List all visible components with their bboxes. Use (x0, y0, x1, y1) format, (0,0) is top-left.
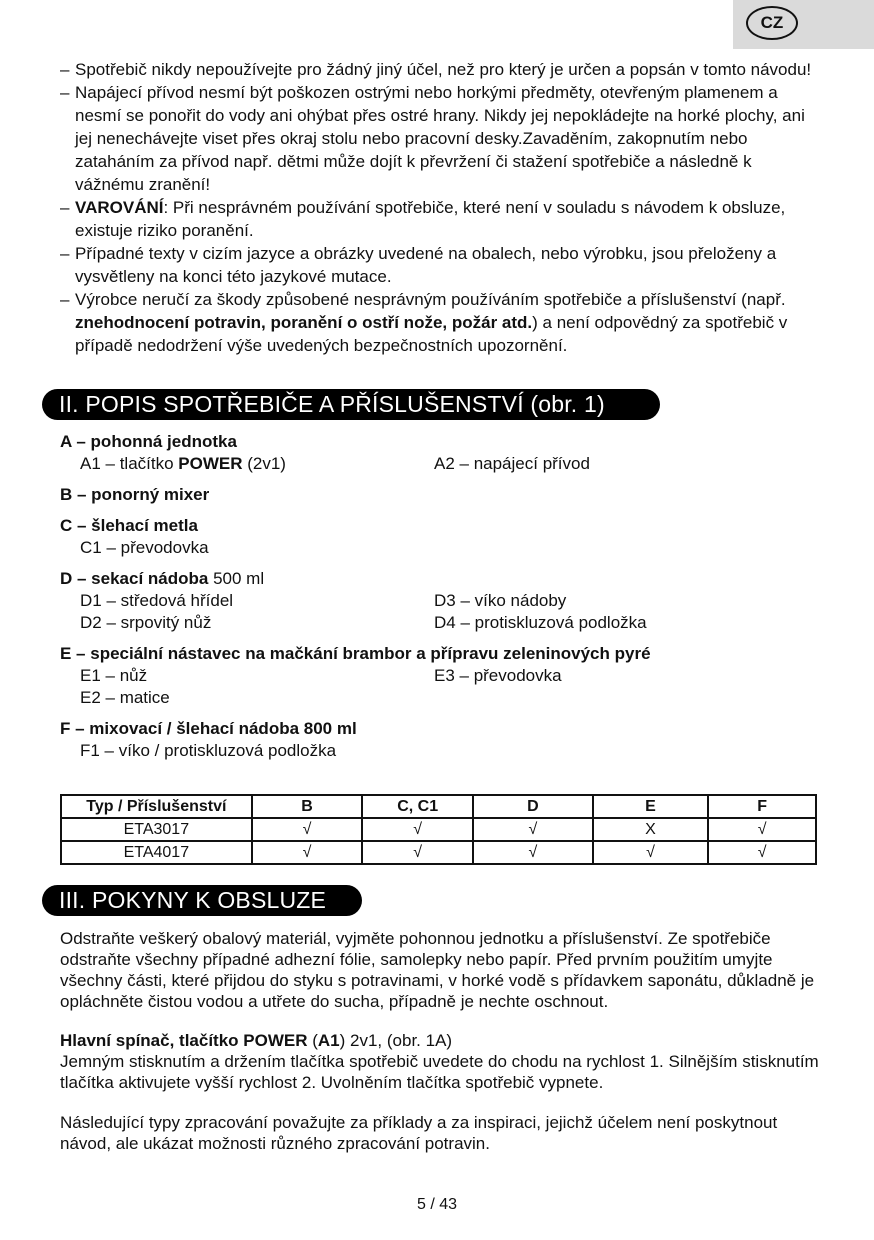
warning-item: – Případné texty v cizím jazyce a obrázky uvedené na obalech, nebo výrobku, jsou přeloženy a vysvětleny na konci této jazykové mutace. (60, 244, 777, 286)
part-d1: D1 – středová hřídel (80, 591, 234, 610)
warning-text: Spotřebič nikdy nepoužívejte pro žádný jiný účel, než pro který je určen a popsán v tomto návodu! (75, 60, 812, 79)
warning-item: – VAROVÁNÍ: Při nesprávném používání spotřebiče, které není v souladu s návodem k obsluze, existuje riziko poranění. (60, 198, 786, 240)
group-e (60, 643, 830, 709)
group-title: F – mixovací / šlehací nádoba 800 ml (60, 719, 357, 738)
part-a1: A1 – tlačítko POWER (2v1) (80, 454, 286, 473)
table-cell: ETA3017 (61, 818, 252, 841)
group-title: D – sekací nádoba 500 ml (60, 569, 265, 588)
warning-item: – Spotřebič nikdy nepoužívejte pro žádný jiný účel, než pro který je určen a popsán v tomto návodu! (60, 60, 812, 79)
warning-text: Případné texty v cizím jazyce a obrázky uvedené na obalech, nebo výrobku, jsou přeloženy a vysvětleny na konci této jazykové mutace. (75, 244, 777, 286)
table-header: C, C1 (362, 795, 473, 818)
group-b (60, 484, 830, 506)
group-a (60, 431, 830, 475)
part-d4: D4 – protiskluzová podložka (434, 613, 647, 632)
group-title: A – pohonná jednotka (60, 432, 237, 451)
table-cell: ETA4017 (61, 841, 252, 864)
table-cell: √ (362, 818, 473, 841)
part-c1: C1 – převodovka (80, 538, 209, 557)
table-cell: √ (252, 818, 363, 841)
table-row (61, 841, 816, 864)
part-d2: D2 – srpovitý nůž (80, 613, 212, 632)
parts-description (60, 431, 830, 771)
group-d (60, 568, 830, 634)
warning-text: Napájecí přívod nesmí být poškozen ostrými nebo horkými předměty, otevřeným plamenem a nesmí se ponořit do vody ani ohýbat přes ostré hrany. Nikdy jej nepokládejte na horké plochy, ani jej nenechávejte viset přes okraj stolu nebo pracovní desky.Zavaděním, zakopnutím nebo zataháním za přívod např. dětmi může dojít k převržení či stažení spotřebiče a následně k vážnému zranění! (75, 83, 805, 194)
page-number: 5 / 43 (416, 1196, 458, 1213)
warning-text: : Při nesprávném používání spotřebiče, které není v souladu s návodem k obsluze, existuje riziko poranění. (75, 198, 786, 240)
warning-text: Výrobce neručí za škody způsobené nesprávným používáním spotřebiče a příslušenství (např. (75, 290, 786, 309)
part-e1: E1 – nůž (80, 666, 148, 685)
safety-warnings-list (60, 58, 820, 357)
warning-item: – Napájecí přívod nesmí být poškozen ostrými nebo horkými předměty, otevřeným plamenem a nesmí se ponořit do vody ani ohýbat přes ostré hrany. Nikdy jej nepokládejte na horké plochy, ani jej nenechávejte viset přes okraj stolu nebo pracovní desky.Zavaděním, zakopnutím nebo zataháním za přívod např. dětmi může dojít k převržení či stažení spotřebiče a následně k vážnému zranění! (60, 83, 805, 194)
group-title: B – ponorný mixer (60, 485, 210, 504)
table-cell: √ (362, 841, 473, 864)
language-badge: CZ (746, 6, 798, 40)
table-cell: √ (252, 841, 363, 864)
table-header: E (593, 795, 709, 818)
warning-emphasis: znehodnocení potravin, poranění o ostří nože, požár atd. (75, 313, 533, 332)
table-header: D (473, 795, 593, 818)
table-cell: X (593, 818, 709, 841)
table-cell: √ (473, 818, 593, 841)
accessory-table (60, 794, 817, 865)
warning-label: VAROVÁNÍ (75, 198, 164, 217)
table-header: B (252, 795, 363, 818)
table-header: Typ / Příslušenství (61, 795, 252, 818)
processing-paragraph: Následující typy zpracování považujte za příklady a za inspiraci, jejichž účelem není poskytnout návod, ale ukázat možnosti různého zpracování potravin. (60, 1113, 778, 1153)
section-heading-description: II. POPIS SPOTŘEBIČE A PŘÍSLUŠENSTVÍ (obr. 1) (42, 389, 660, 420)
table-cell: √ (473, 841, 593, 864)
group-title: E – speciální nástavec na mačkání brambor a přípravu zeleninových pyré (60, 644, 651, 663)
part-e3: E3 – převodovka (434, 666, 562, 685)
part-e2: E2 – matice (80, 688, 170, 707)
part-d3: D3 – víko nádoby (434, 591, 567, 610)
table-header-row (61, 795, 816, 818)
power-button-heading: Hlavní spínač, tlačítko POWER (A1) 2v1, (obr. 1A) (60, 1031, 453, 1050)
section-heading-instructions: III. POKYNY K OBSLUZE (42, 885, 362, 916)
part-f1: F1 – víko / protiskluzová podložka (80, 741, 337, 760)
table-header: F (708, 795, 816, 818)
power-button-paragraph: Jemným stisknutím a držením tlačítka spotřebič uvedete do chodu na rychlost 1. Silnějším stisknutím tlačítka aktivujete vyšší rychlost 2. Uvolněním tlačítka spotřebič vypnete. (60, 1052, 819, 1092)
warning-text: ) a není odpovědný za spotřebič v případě nedodržení výše uvedených bezpečnostních upozornění. (75, 313, 788, 355)
table-cell: √ (708, 841, 816, 864)
part-a2: A2 – napájecí přívod (434, 454, 590, 473)
intro-paragraph: Odstraňte veškerý obalový materiál, vyjměte pohonnou jednotku a příslušenství. Ze spotřebiče odstraňte všechny případné adhezní fólie, samolepky nebo papír. Před prvním použitím umyjte všechny části, které přijdou do styku s potravinami, v horké vodě s přídavkem saponátu, důkladně je opláchněte čistou vodou a utřete do sucha, případně je nechte oschnout. (60, 929, 815, 1011)
group-c (60, 515, 830, 559)
group-f (60, 718, 830, 762)
table-cell: √ (708, 818, 816, 841)
group-title: C – šlehací metla (60, 516, 198, 535)
table-row (61, 818, 816, 841)
warning-item: – Výrobce neručí za škody způsobené nesprávným používáním spotřebiče a příslušenství (např. znehodnocení potravin, poranění o ostří nože, požár atd.) a není odpovědný za spotřebič v případě nedodržení výše uvedených bezpečnostních upozornění. (60, 290, 788, 355)
table-cell: √ (593, 841, 709, 864)
